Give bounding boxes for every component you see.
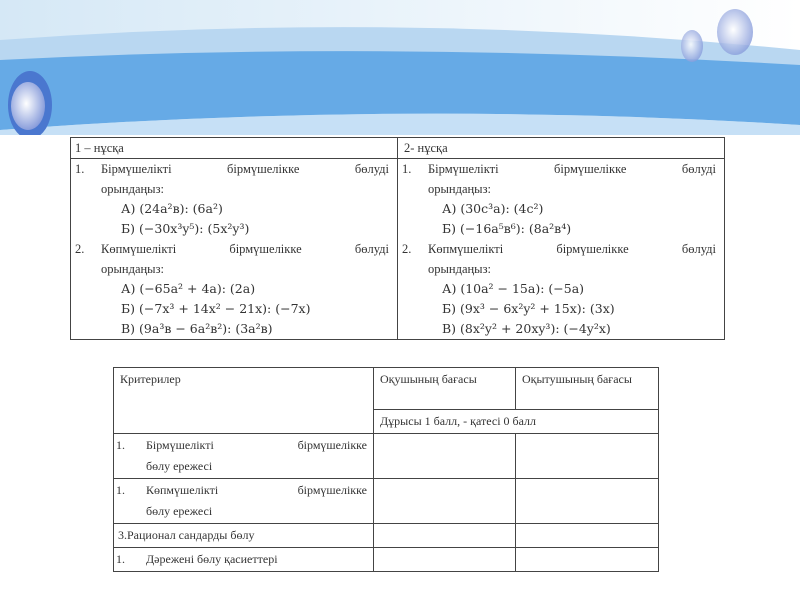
task-text: орындаңыз: — [428, 262, 491, 276]
criteria-row — [114, 524, 659, 548]
task-text: Бірмүшелікті бірмүшелікке бөлуді — [101, 162, 389, 176]
task-item: В) (9a³в − 6a²в²): (3a²в) — [121, 321, 273, 336]
scoring-note: Дұрысы 1 балл, - қатесі 0 балл — [374, 410, 659, 434]
task-text: Көпмүшелікті бірмүшелікке бөлуді — [101, 242, 389, 256]
task-number: 1. — [75, 162, 85, 176]
task-text: Көпмүшелікті бірмүшелікке бөлуді — [428, 242, 716, 256]
student-grade-cell[interactable] — [374, 548, 516, 572]
criterion-text: Дәрежені бөлу қасиеттері — [146, 552, 278, 566]
bubble-right — [717, 9, 753, 55]
criteria-header: Критерилер — [114, 368, 374, 434]
criterion-text: 3.Рационал сандарды бөлу — [114, 524, 374, 548]
variant2-tasks — [398, 159, 725, 340]
task-item: Б) (9x³ − 6x²y² + 15x): (3x) — [442, 301, 615, 316]
task-item: В) (8x²y² + 20xy³): (−4y²x) — [442, 321, 611, 336]
task-item: Б) (−7x³ + 14x² − 21x): (−7x) — [121, 301, 311, 316]
teacher-grade-cell[interactable] — [516, 479, 659, 524]
student-grade-cell[interactable] — [374, 434, 516, 479]
student-grade-cell[interactable] — [374, 524, 516, 548]
task-text: орындаңыз: — [101, 262, 164, 276]
task-item: Б) (−30x³y⁵): (5x²y³) — [121, 221, 250, 236]
criterion-text: Көпмүшелікті бірмүшелікке — [146, 483, 367, 497]
student-grade-cell[interactable] — [374, 479, 516, 524]
decorative-header-background — [0, 0, 800, 135]
variant1-tasks — [71, 159, 398, 340]
variant1-title: 1 – нұсқа — [71, 138, 398, 159]
task-text: орындаңыз: — [428, 182, 491, 196]
variants-table — [70, 137, 725, 340]
criteria-row — [114, 548, 659, 572]
variant2-title: 2- нұсқа — [398, 138, 725, 159]
task-text: Бірмүшелікті бірмүшелікке бөлуді — [428, 162, 716, 176]
task-number: 2. — [75, 242, 85, 256]
criteria-table — [113, 367, 659, 572]
student-grade-header: Оқушының бағасы — [374, 368, 516, 410]
task-number: 1. — [402, 162, 412, 176]
criterion-text: бөлу ережесі — [146, 504, 213, 518]
criteria-row — [114, 479, 659, 524]
task-text: орындаңыз: — [101, 182, 164, 196]
teacher-grade-cell[interactable] — [516, 548, 659, 572]
row-number: 1. — [116, 438, 125, 452]
teacher-grade-header: Оқытушының бағасы — [516, 368, 659, 410]
row-number: 1. — [116, 483, 125, 497]
criteria-row — [114, 434, 659, 479]
bubble-small-right — [681, 30, 703, 62]
task-item: А) (−65a² + 4a): (2a) — [121, 281, 256, 296]
teacher-grade-cell[interactable] — [516, 524, 659, 548]
row-number: 1. — [116, 552, 125, 566]
task-number: 2. — [402, 242, 412, 256]
task-item: А) (30c³a): (4c²) — [442, 201, 544, 216]
task-item: А) (10a² − 15a): (−5a) — [442, 281, 585, 296]
criterion-text: Бірмүшелікті бірмүшелікке — [146, 438, 367, 452]
task-item: Б) (−16a⁵в⁶): (8a²в⁴) — [442, 221, 572, 236]
task-item: А) (24a²в): (6a²) — [121, 201, 223, 216]
criterion-text: бөлу ережесі — [146, 459, 213, 473]
teacher-grade-cell[interactable] — [516, 434, 659, 479]
